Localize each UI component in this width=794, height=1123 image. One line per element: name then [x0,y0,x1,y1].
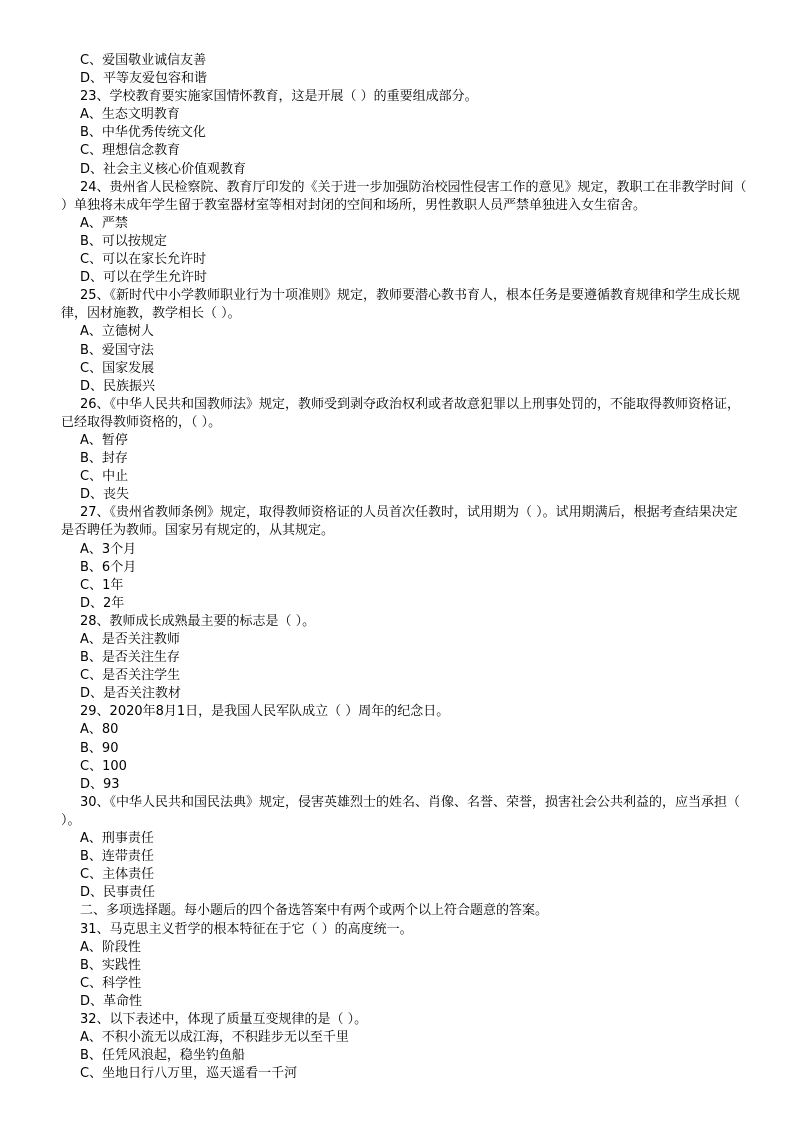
answer-option: C、可以在家长允许时 [80,252,207,268]
answer-option: B、爱国守法 [80,342,154,358]
answer-option: A、暂停 [80,432,128,448]
answer-option: A、3个月 [80,541,137,557]
exam-content [61,52,747,1083]
answer-option: C、1年 [80,577,124,593]
question-text: 25、《新时代中小学教师职业行为十项准则》规定，教师要潜心教书育人，根本任务是要遵循教育规律和学生成长规律，因材施教，教学相长（ ）。 [61,288,741,322]
answer-option: C、100 [80,758,127,774]
question-text: 28、教师成长成熟最主要的标志是（ ）。 [80,613,316,629]
answer-option: C、国家发展 [80,360,155,376]
answer-option: C、中止 [80,469,129,485]
answer-option: A、阶段性 [80,939,141,955]
answer-option: A、80 [80,722,119,738]
answer-option: B、90 [80,740,119,756]
answer-option: A、刑事责任 [80,831,154,847]
answer-option: A、生态文明教育 [80,107,180,123]
answer-option: B、是否关注生存 [80,650,180,666]
answer-option: A、是否关注教师 [80,632,180,647]
answer-option: D、革命性 [80,993,143,1009]
answer-option: D、93 [80,776,120,792]
answer-option: B、连带责任 [80,849,154,865]
answer-option: D、2年 [80,595,125,611]
answer-option: C、坐地日行八万里，巡天遥看一千河 [80,1066,298,1082]
answer-option: D、民族振兴 [80,378,156,394]
answer-option: C、理想信念教育 [80,143,181,159]
answer-option: B、6个月 [80,559,137,575]
answer-option: B、任凭风浪起，稳坐钓鱼船 [80,1048,245,1064]
section-heading: 二、多项选择题。每小题后的四个备选答案中有两个或两个以上符合题意的答案。 [80,903,549,919]
answer-option: B、中华优秀传统文化 [80,125,206,141]
answer-option: D、民事责任 [80,885,156,901]
answer-option: D、社会主义核心价值观教育 [80,161,247,177]
answer-option: D、可以在学生允许时 [80,270,208,286]
answer-option: C、爱国敬业诚信友善 [80,53,207,68]
answer-option: C、主体责任 [80,867,155,883]
question-text: 24、贵州省人民检察院、教育厅印发的《关于进一步加强防治校园性侵害工作的意见》规定，教职工在非教学时间（ ）单独将未成年学生留于教室器材室等相对封闭的空间和场所，男性教职人员严禁单独进入女生宿舍。 [61,179,747,213]
answer-option: B、实践性 [80,957,141,973]
question-text: 30、《中华人民共和国民法典》规定，侵害英雄烈士的姓名、肖像、名誉、荣誉，损害社会公共利益的，应当承担（ ）。 [61,794,741,828]
question-text: 29、2020年8月1日，是我国人民军队成立（ ）周年的纪念日。 [80,704,450,720]
answer-option: B、可以按规定 [80,233,167,249]
question-text: 26、《中华人民共和国教师法》规定，教师受到剥夺政治权利或者故意犯罪以上刑事处罚的，不能取得教师资格证，已经取得教师资格的，（ ）。 [61,396,741,430]
answer-option: A、不积小流无以成江海，不积跬步无以至千里 [80,1030,349,1046]
answer-option: A、立德树人 [80,324,154,340]
question-text: 27、《贵州省教师条例》规定，取得教师资格证的人员首次任教时，试用期为（ ）。试用期满后，根据考查结果决定是否聘任为教师。国家另有规定的，从其规定。 [61,505,738,539]
answer-option: C、科学性 [80,975,142,991]
answer-option: D、是否关注教材 [80,686,182,702]
answer-option: B、封存 [80,451,128,467]
question-text: 31、马克思主义哲学的根本特征在于它（ ）的高度统一。 [80,921,413,937]
answer-option: C、是否关注学生 [80,668,181,684]
question-text: 23、学校教育要实施家国情怀教育，这是开展（ ）的重要组成部分。 [80,89,478,105]
question-text: 32、以下表述中，体现了质量互变规律的是（ ）。 [80,1011,368,1027]
answer-option: A、严禁 [80,215,128,231]
answer-option: D、平等友爱包容和谐 [80,71,208,87]
answer-option: D、丧失 [80,487,130,503]
